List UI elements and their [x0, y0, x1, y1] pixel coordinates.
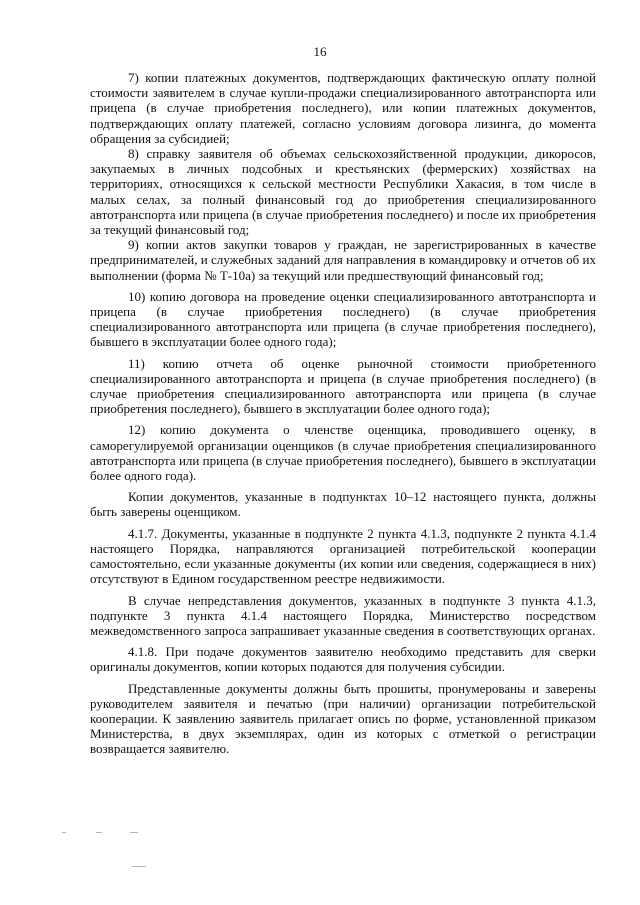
- scan-artifact: [132, 866, 146, 867]
- paragraph-item-11: 11) копию отчета об оценке рыночной стоимости приобретенного специализированного автотранспорта и прицепа (в случае приобретения последнего) (в случае приобретения специализированного автотранспорта или прицепа (в случае приобретения последнего), бывшего в эксплуатации более одного года);: [90, 355, 596, 417]
- paragraph-4-1-8: 4.1.8. При подаче документов заявителю необходимо представить для сверки оригиналы документов, копии которых подаются для получения субсидии.: [90, 644, 596, 675]
- paragraph-interagency-request: В случае непредставления документов, указанных в подпункте 3 пункта 4.1.3, подпункте 3 пункта 4.1.4 настоящего Порядка, Министерство посредством межведомственного запроса запрашивает указанные сведения в соответствующих органах.: [90, 592, 596, 638]
- scan-artifact: [62, 832, 66, 833]
- page-number: 16: [313, 44, 327, 59]
- scan-artifact: [96, 832, 102, 833]
- scan-artifact: [130, 832, 138, 833]
- document-body: [90, 70, 596, 757]
- paragraph-item-12: 12) копию документа о членстве оценщика, проводившего оценку, в саморегулируемой организации оценщиков (в случае приобретения специализированного автотранспорта или прицепа (в случае приобретения последнего), бывшего в эксплуатации более одного года).: [90, 422, 596, 484]
- paragraph-item-10: 10) копию договора на проведение оценки специализированного автотранспорта и прицепа (в случае приобретения последнего) (в случае приобретения специализированного автотранспорта или прицепа (в случае приобретения последнего), бывшего в эксплуатации более одного года);: [90, 288, 596, 350]
- paragraph-item-8: 8) справку заявителя об объемах сельскохозяйственной продукции, дикоросов, закупаемых в личных подсобных и крестьянских (фермерских) хозяйствах на территориях, относящихся к сельской местности Республики Хакасия, в том числе в малых селах, за полный финансовый год до приобретения специализированного автотранспорта или прицепа (в случае приобретения последнего) и после их приобретения за текущий финансовый год;: [90, 146, 596, 238]
- paragraph-item-9: 9) копии актов закупки товаров у граждан, не зарегистрированных в качестве предпринимателей, и служебных заданий для направления в командировку и отчетов об их выполнении (форма № Т-10а) за текущий или предшествующий финансовый год;: [90, 237, 596, 283]
- paragraph-certification-note: Копии документов, указанные в подпунктах 10–12 настоящего пункта, должны быть заверены оценщиком.: [90, 489, 596, 520]
- paragraph-item-7: 7) копии платежных документов, подтверждающих фактическую оплату полной стоимости заявителем в случае купли-продажи специализированного автотранспорта или прицепа (в случае приобретения последнего), или копии платежных документов, подтверждающих оплату платежей, согласно условиям договора лизинга, до момента обращения за субсидией;: [90, 70, 596, 146]
- paragraph-4-1-7: 4.1.7. Документы, указанные в подпункте 2 пункта 4.1.3, подпункте 2 пункта 4.1.4 настоящего Порядка, направляются организацией потребительской кооперации самостоятельно, если указанные документы (их копии или сведения, содержащиеся в них) отсутствуют в Едином государственном реестре недвижимости.: [90, 525, 596, 587]
- paragraph-document-requirements: Представленные документы должны быть прошиты, пронумерованы и заверены руководителем заявителя и печатью (при наличии) организации потребительской кооперации. К заявлению заявитель прилагает опись по форме, установленной приказом Министерства, в двух экземплярах, один из которых с отметкой о регистрации возвращается заявителю.: [90, 680, 596, 757]
